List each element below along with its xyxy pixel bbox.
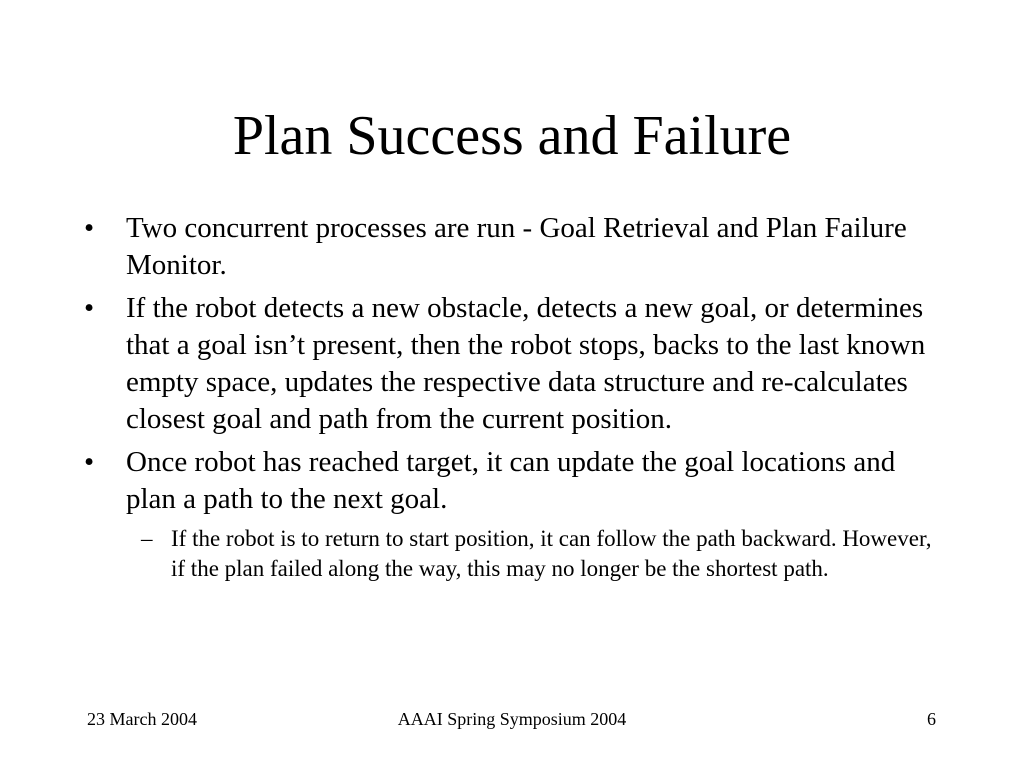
slide-body [84,210,944,584]
sub-bullet-item [84,524,944,584]
bullet-marker: • [84,212,95,244]
bullet-item [84,210,944,284]
footer-date: 23 March 2004 [87,709,197,729]
bullet-item [84,290,944,438]
bullet-marker: • [84,446,95,478]
sub-bullet-text: If the robot is to return to start position, it can follow the path backward. However, if the plan failed along the way, this may no longer be the shortest path. [171,526,932,581]
bullet-text: If the robot detects a new obstacle, detects a new goal, or determines that a goal isn’t present, then the robot stops, backs to the last known empty space, updates the respective data structure and re-calculates closest goal and path from the current position. [126,292,926,435]
bullet-text: Once robot has reached target, it can update the goal locations and plan a path to the next goal. [126,446,896,515]
sub-bullet-marker: – [141,526,153,551]
bullet-item [84,444,944,518]
slide-title: Plan Success and Failure [232,105,792,167]
bullet-text: Two concurrent processes are run - Goal Retrieval and Plan Failure Monitor. [126,212,907,281]
bullet-marker: • [84,292,95,324]
footer-event: AAAI Spring Symposium 2004 [397,709,627,729]
footer-page-number: 6 [927,709,936,729]
